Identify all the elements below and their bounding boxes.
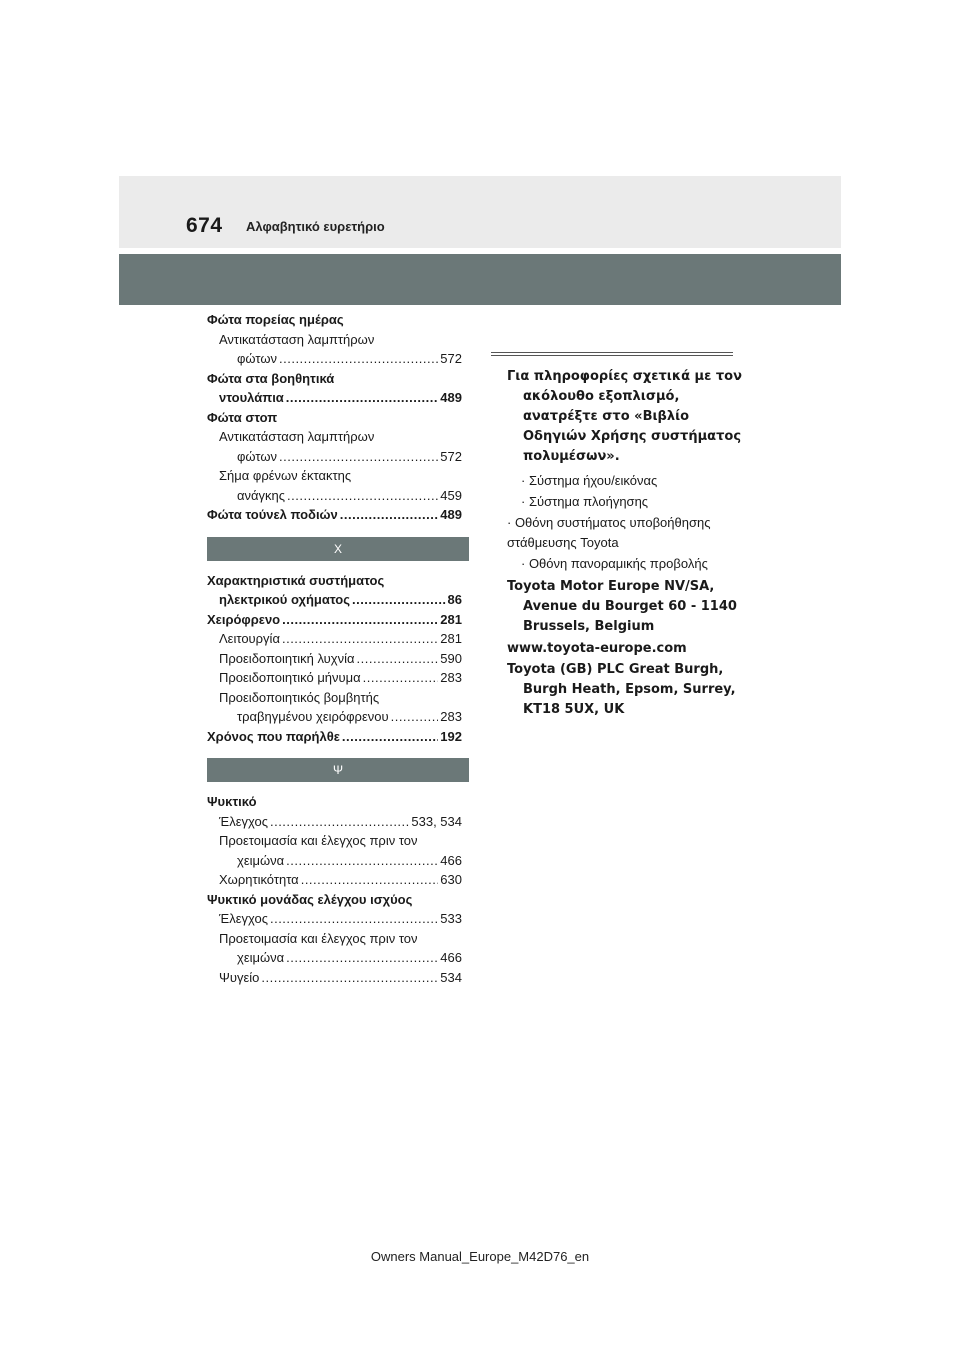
leader-dots xyxy=(286,948,438,968)
index-entry-text: χειμώνα xyxy=(237,950,285,965)
index-entry-text: Φώτα τούνελ ποδιών xyxy=(207,507,338,522)
equipment-item: · Σύστημα πλοήγησης xyxy=(521,494,649,509)
index-entry-text: Έλεγχος xyxy=(219,813,268,829)
leader-dots xyxy=(282,610,438,630)
index-entry xyxy=(207,310,462,330)
index-entry-text: Προετοιμασία και έλεγχος πριν τον xyxy=(219,833,418,848)
index-page-ref: 192 xyxy=(440,728,462,744)
index-entry-text: Προετοιμασία και έλεγχος πριν τον xyxy=(219,930,418,946)
index-page-ref: 572 xyxy=(440,448,462,464)
equipment-item: · Σύστημα ήχου/εικόνας xyxy=(521,473,658,488)
leader-dots xyxy=(270,812,409,832)
index-entry-text: Σήμα φρένων έκτακτης xyxy=(219,468,352,483)
index-entry-text: Λειτουργία xyxy=(219,631,280,646)
index-entry xyxy=(207,727,462,747)
index-entry-text: Ψυκτικό μονάδας ελέγχου ισχύος xyxy=(207,891,413,907)
index-entry xyxy=(207,649,462,669)
index-left-column xyxy=(207,310,462,987)
index-entry xyxy=(207,349,462,369)
section-header-psi: Ψ xyxy=(207,758,469,782)
info-right-column xyxy=(507,352,752,720)
index-entry-text: Φώτα πορείας ημέρας xyxy=(207,312,344,327)
header-title: Αλφαβητικό ευρετήριο xyxy=(246,219,385,234)
index-entry xyxy=(207,486,462,506)
header-bar xyxy=(119,254,841,305)
index-entry-text: Φώτα στα βοηθητικά xyxy=(207,370,335,386)
index-entry xyxy=(207,388,462,408)
index-entry xyxy=(207,851,462,871)
index-page-ref: 281 xyxy=(440,631,462,646)
equipment-item: · Οθόνη συστήματος υποβοήθησης στάθμευσης Toyota xyxy=(507,515,711,550)
index-entry xyxy=(207,870,462,890)
leader-dots xyxy=(340,505,439,525)
index-page-ref: 283 xyxy=(440,709,462,724)
index-entry xyxy=(207,571,462,591)
index-entry xyxy=(207,330,462,350)
footer-text: Owners Manual_Europe_M42D76_en xyxy=(370,1249,590,1264)
index-entry xyxy=(207,968,462,988)
index-entry-text: ανάγκης xyxy=(237,487,286,503)
index-entry xyxy=(207,447,462,467)
index-entry-text: Χωρητικότητα xyxy=(219,872,299,887)
leader-dots xyxy=(286,388,439,408)
index-page-ref: 466 xyxy=(440,950,462,965)
leader-dots xyxy=(357,649,439,669)
header-band xyxy=(119,176,841,248)
index-entry-text: Έλεγχος xyxy=(219,911,268,926)
index-entry-text: τραβηγμένου χειρόφρενου xyxy=(237,709,389,724)
index-entry xyxy=(207,505,462,525)
equipment-item: · Οθόνη πανοραμικής προβολής xyxy=(521,556,708,571)
index-page-ref: 590 xyxy=(440,650,462,666)
index-entry xyxy=(207,408,462,428)
leader-dots xyxy=(261,968,438,988)
index-page-ref: 281 xyxy=(440,611,462,627)
section-header-x: X xyxy=(207,537,469,561)
index-entry xyxy=(207,369,462,389)
index-entry xyxy=(207,929,462,949)
index-entry-text: χειμώνα xyxy=(237,852,285,868)
leader-dots xyxy=(270,909,438,929)
index-entry-text: Φώτα στοπ xyxy=(207,409,278,425)
index-page-ref: 459 xyxy=(440,487,462,503)
index-entry xyxy=(207,890,462,910)
index-entry-text: Αντικατάσταση λαμπτήρων xyxy=(219,331,375,347)
index-entry-text: φώτων xyxy=(237,351,277,366)
leader-dots xyxy=(342,727,438,747)
index-entry xyxy=(207,792,462,812)
index-entry xyxy=(207,590,462,610)
index-entry-text: ηλεκτρικού οχήματος xyxy=(219,592,350,607)
leader-dots xyxy=(286,851,438,871)
leader-dots xyxy=(352,590,446,610)
index-page-ref: 86 xyxy=(447,592,462,607)
index-entry-text: Προειδοποιητικό μήνυμα xyxy=(219,670,361,685)
index-page-ref: 489 xyxy=(440,507,462,522)
index-entry xyxy=(207,466,462,486)
index-entry xyxy=(207,427,462,447)
index-entry-text: Προειδοποιητικός βομβητής xyxy=(219,689,380,705)
index-entry-text: Χαρακτηριστικά συστήματος xyxy=(207,572,385,588)
index-page-ref: 533, 534 xyxy=(411,813,462,829)
index-page-ref: 534 xyxy=(440,969,462,985)
leader-dots xyxy=(287,486,438,506)
index-entry xyxy=(207,948,462,968)
leader-dots xyxy=(282,629,438,649)
index-page-ref: 572 xyxy=(440,351,462,366)
leader-dots xyxy=(363,668,439,688)
leader-dots xyxy=(279,349,438,369)
index-entry xyxy=(207,688,462,708)
index-group-2 xyxy=(207,571,462,747)
index-entry xyxy=(207,629,462,649)
index-entry-text: ντουλάπια xyxy=(219,390,284,405)
equipment-list xyxy=(507,471,752,574)
leader-dots xyxy=(391,707,439,727)
index-entry xyxy=(207,812,462,832)
index-entry-text: Χρόνος που παρήλθε xyxy=(207,728,340,744)
leader-dots xyxy=(301,870,439,890)
index-entry-text: Ψυκτικό xyxy=(207,794,257,809)
index-group-1 xyxy=(207,310,462,525)
index-entry-text: Χειρόφρενο xyxy=(207,611,281,627)
index-page-ref: 533 xyxy=(440,911,462,926)
index-page-ref: 283 xyxy=(440,670,462,685)
multimedia-intro: Για πληροφορίες σχετικά με τον ακόλουθο εξοπλισμό, ανατρέξτε στο «Βιβλίο Οδηγιών Χρήσης συστήματος πολυμέσων». xyxy=(507,369,742,464)
leader-dots xyxy=(279,447,438,467)
index-entry xyxy=(207,909,462,929)
index-page-ref: 466 xyxy=(440,852,462,868)
index-entry-text: Προειδοποιητική λυχνία xyxy=(219,650,355,666)
website-text: www.toyota-europe.com xyxy=(507,641,687,656)
index-entry xyxy=(207,707,462,727)
index-group-3 xyxy=(207,792,462,987)
company-address-1: Toyota Motor Europe NV/SA, Avenue du Bourget 60 - 1140 Brussels, Belgium xyxy=(507,579,737,634)
index-entry xyxy=(207,668,462,688)
page-number: 674 xyxy=(186,214,223,237)
index-entry xyxy=(207,831,462,851)
index-entry xyxy=(207,610,462,630)
index-page-ref: 630 xyxy=(440,872,462,887)
index-page-ref: 489 xyxy=(440,390,462,405)
index-entry-text: Ψυγείο xyxy=(219,969,260,985)
company-address-2: Toyota (GB) PLC Great Burgh, Burgh Heath, Epsom, Surrey, KT18 5UX, UK xyxy=(507,662,736,717)
index-entry-text: Αντικατάσταση λαμπτήρων xyxy=(219,429,375,444)
index-entry-text: φώτων xyxy=(237,448,277,464)
